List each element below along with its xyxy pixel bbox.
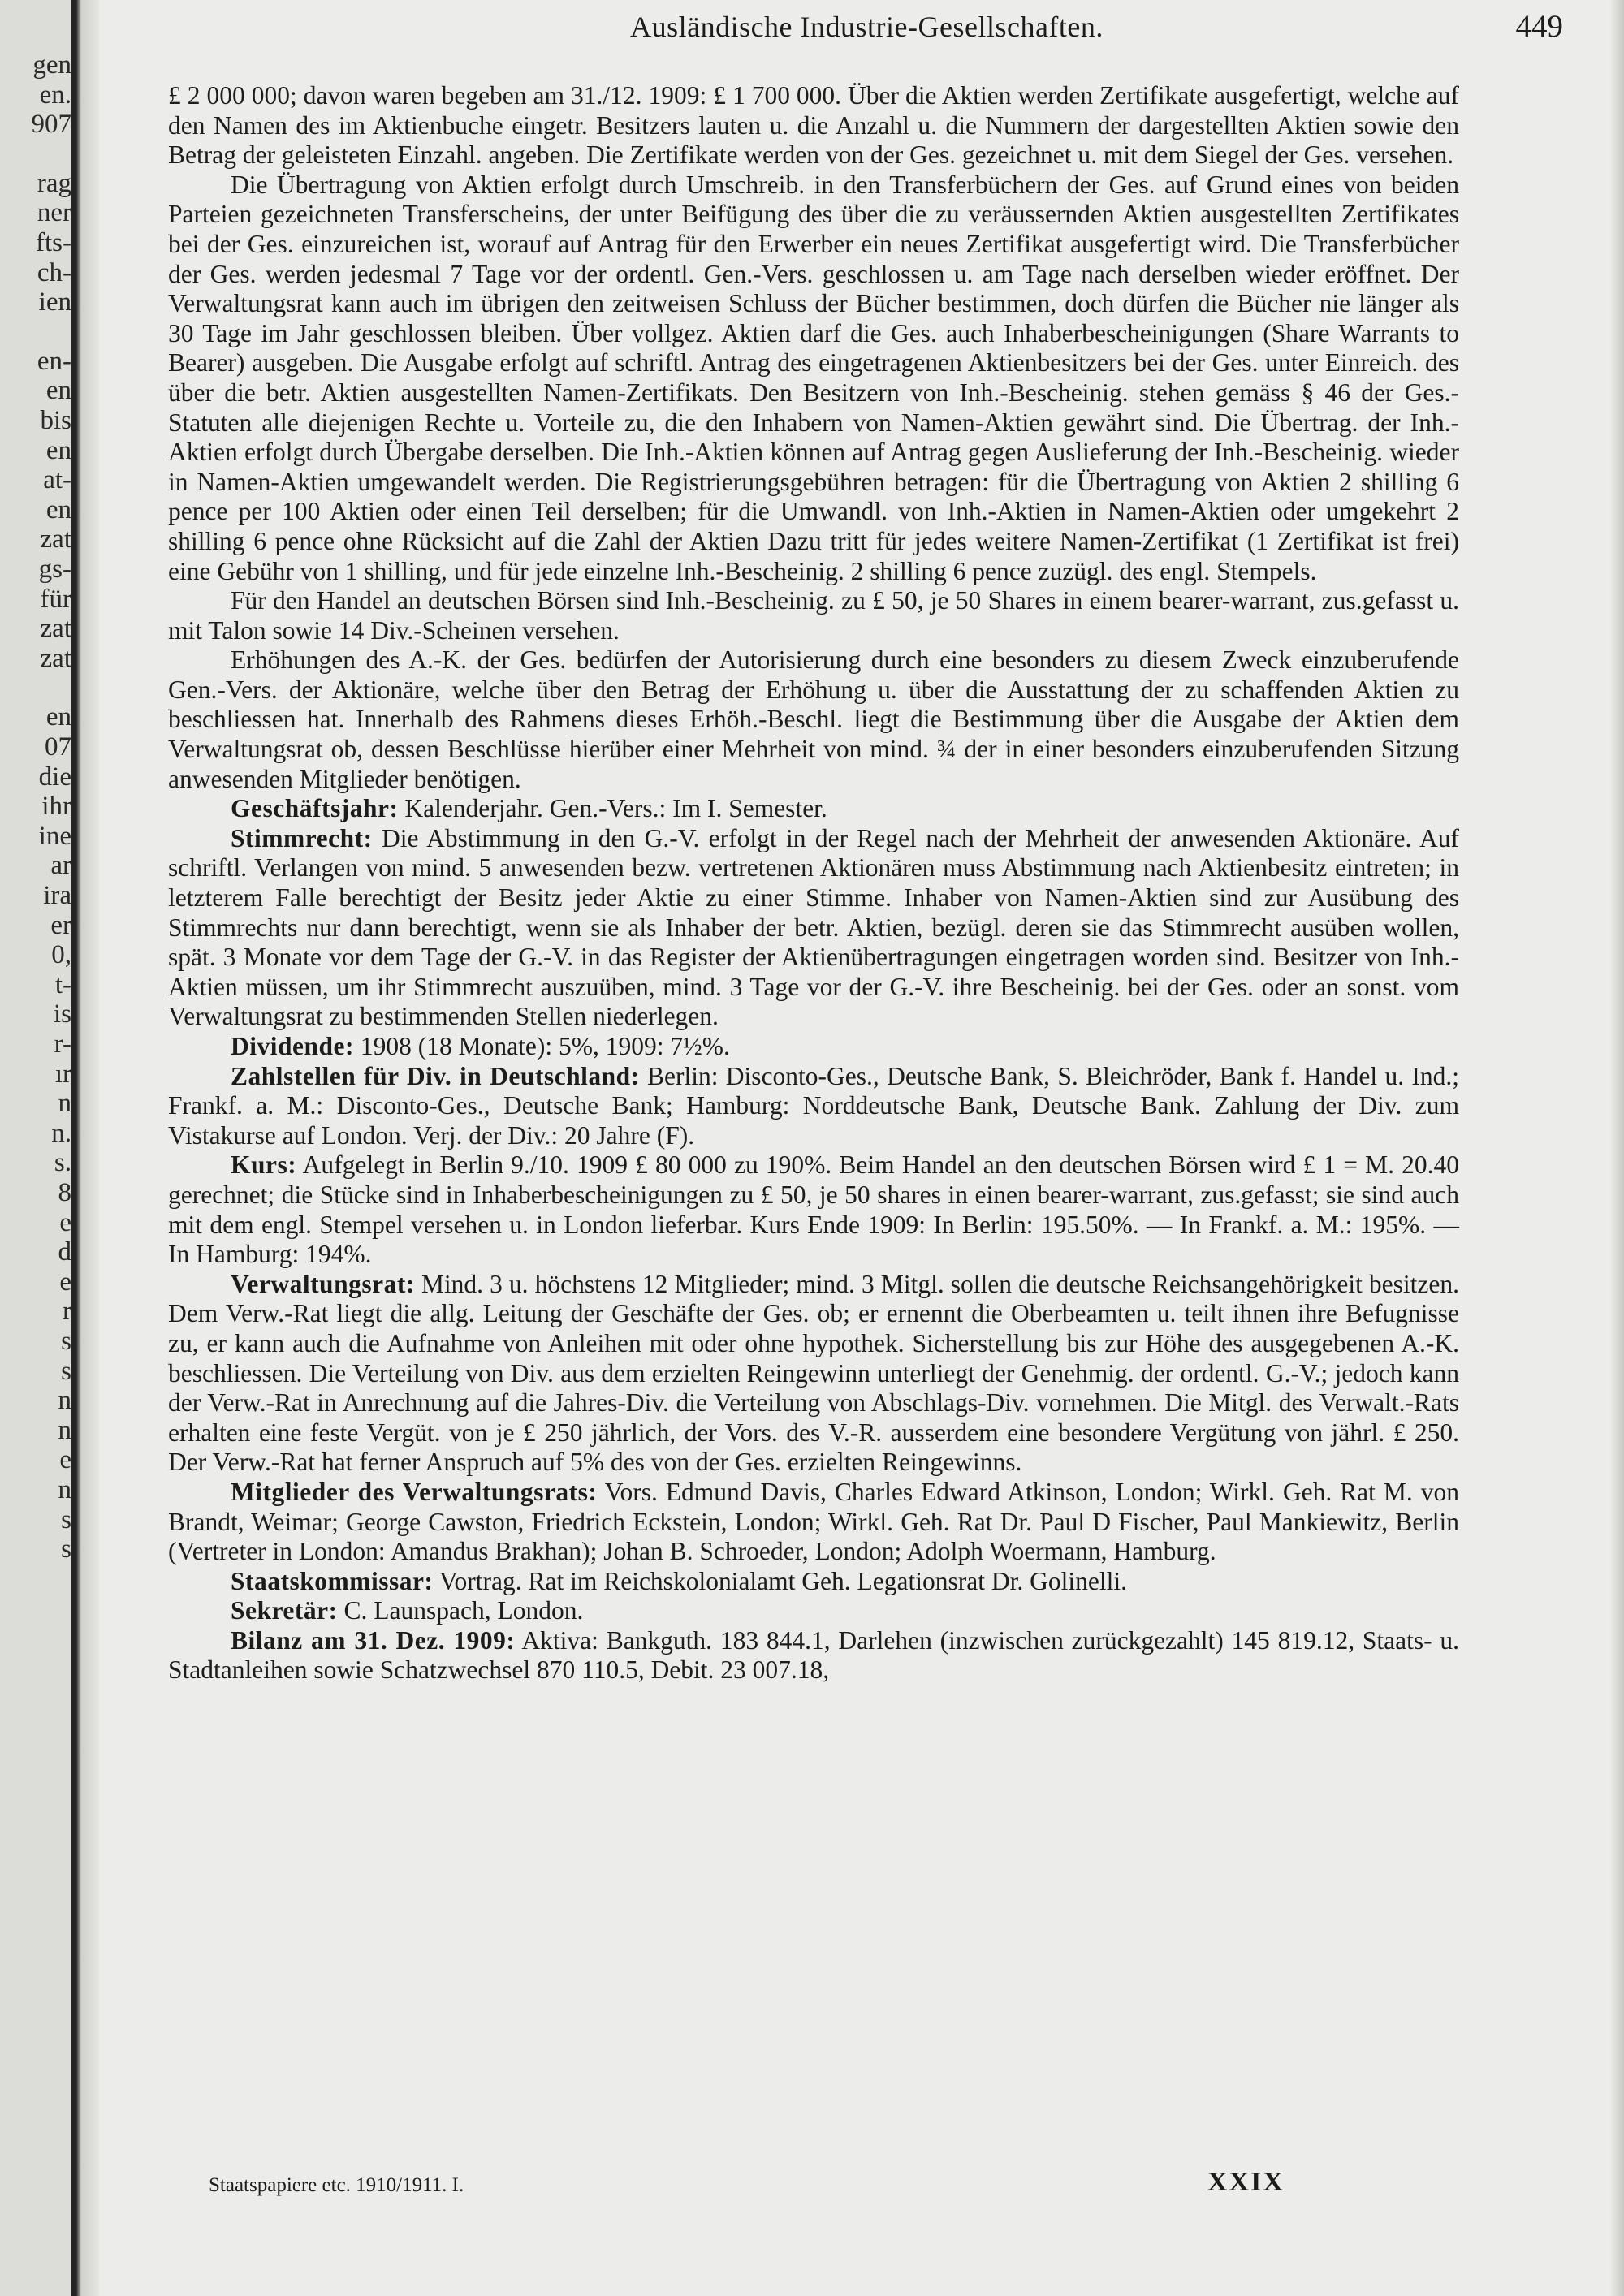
book-gutter bbox=[71, 0, 99, 2296]
paragraph-label: Staatskommissar: bbox=[231, 1566, 434, 1595]
previous-page-fragment: ien bbox=[38, 287, 71, 317]
previous-page-fragment: n bbox=[58, 1386, 71, 1416]
previous-page-fragment: en bbox=[45, 376, 71, 406]
previous-page-edge bbox=[0, 0, 71, 2296]
paragraph-label: Mitglieder des Verwaltungsrats: bbox=[231, 1477, 598, 1506]
paragraph-text: £ 2 000 000; davon waren begeben am 31./12. 1909: £ 1 700 000. Über die Aktien werden Zertifikate ausgefertigt, welche auf den Namen des im Aktienbuche eingetr. Besitzers lauten u. die Anzahl u. die Nummern der dargestellten Aktien sowie den Betrag der geleisteten Einzahl. angeben. Die Zertifikate werden von der Ges. gezeichnet u. mit dem Siegel der Ges. versehen. bbox=[168, 81, 1459, 170]
previous-page-fragment: s. bbox=[54, 1148, 71, 1178]
paragraph-label: Kurs: bbox=[231, 1150, 297, 1180]
previous-page-fragment: r- bbox=[54, 1029, 71, 1059]
previous-page-fragment: en bbox=[45, 494, 71, 524]
paragraph-label: Geschäftsjahr: bbox=[231, 794, 399, 823]
paragraph-text: Vors. Edmund Davis, Charles Edward Atkinson, London; Wirkl. Geh. Rat M. von Brandt, Weimar; George Cawston, Friedrich Eckstein, London; Wirkl. Geh. Rat Dr. Paul D Fischer, Paul Mankiewitz, Berlin (Vertreter in London: Amandus Brakhan); Johan B. Schroeder, London; Adolph Woermann, Hamburg. bbox=[168, 1477, 1460, 1566]
previous-page-fragment: ar bbox=[50, 851, 71, 881]
previous-page-fragment: ira bbox=[43, 881, 71, 910]
previous-page-fragment: n. bbox=[51, 1118, 71, 1148]
paragraph-dividende bbox=[168, 1032, 1459, 1062]
paragraph-text: Mind. 3 u. höchstens 12 Mitglieder; mind. 3 Mitgl. sollen die deutsche Reichsangehörigkeit besitzen. Dem Verw.-Rat liegt die allg. Leitung der Geschäfte der Ges. ob; er ernennt die Oberbeamten u. teilt ihnen ihre Befugnisse zu, er kann auch die Aufnahme von Anleihen mit oder ohne hypothek. Sicherstellung bis zur Höhe des ausgegebenen A.-K. beschliessen. Die Verteilung von Div. aus dem erzielten Reingewinn unterliegt der Genehmig. der ordentl. G.-V.; jedoch kann der Verw.-Rat in Anrechnung auf die Jahres-Div. die Verteilung von Abschlags-Div. vornehmen. Die Mitgl. des Verwalt.-Rats erhalten eine feste Vergüt. von je £ 250 jährlich, der Vors. des V.-R. ausserdem eine besondere Vergütung von jährl. £ 250. Der Verw.-Rat hat ferner Anspruch auf 5% des von der Ges. erzielten Reingewinns. bbox=[168, 1269, 1459, 1477]
body-text bbox=[168, 81, 1459, 1685]
previous-page-fragment: rag bbox=[37, 168, 71, 198]
paragraph-text: Vortrag. Rat im Reichskolonialamt Geh. Legationsrat Dr. Golinelli. bbox=[438, 1566, 1127, 1595]
previous-page-fragment: n bbox=[58, 1089, 71, 1119]
paragraph-text: Kalenderjahr. Gen.-Vers.: Im I. Semester. bbox=[404, 794, 827, 823]
paragraph-text: Die Abstimmung in den G.-V. erfolgt in der Regel nach der Mehrheit der anwesenden Aktionäre. Auf schriftl. Verlangen von mind. 5 anwesenden bezw. vertretenen Aktionären muss Abstimmung nach Aktienbesitz eintreten; in letzterem Falle berechtigt der Besitz jeder Aktie zu einer Stimme. Inhaber von Namen-Aktien sind zur Ausübung des Stimmrechts nur dann berechtigt, wenn sie als Inhaber der betr. Aktien, bezügl. deren sie das Stimmrecht ausüben wollen, spät. 3 Monate vor dem Tage der G.-V. in das Register der Aktienübertragungen eingetragen worden sind. Besitzer von Inh.-Aktien müssen, um ihr Stimmrecht auszuüben, mind. 3 Tage vor der G.-V. ihre Bescheinig. bei der Ges. oder an sonst. vom Verwaltungsrat zu bestimmenden Stellen niederlegen. bbox=[168, 823, 1460, 1031]
paragraph-label: Dividende: bbox=[231, 1032, 355, 1060]
previous-page-fragment: zat bbox=[40, 614, 71, 644]
running-header bbox=[171, 6, 1563, 47]
paragraph-label: Verwaltungsrat: bbox=[231, 1269, 415, 1298]
previous-page-fragment: is bbox=[53, 999, 71, 1029]
paragraph-text: Für den Handel an deutschen Börsen sind Inh.-Bescheinig. zu £ 50, je 50 Shares in einem bearer-warrant, zus.gefasst u. mit Talon sowie 14 Div.-Scheinen versehen. bbox=[168, 586, 1459, 645]
previous-page-fragment: gs- bbox=[38, 555, 71, 584]
previous-page-fragment: 907 bbox=[31, 110, 71, 140]
page-edge-shadow bbox=[1609, 0, 1624, 2296]
previous-page-fragment: en bbox=[45, 435, 71, 465]
paragraph-label: Sekretär: bbox=[231, 1596, 338, 1625]
previous-page-fragment: s bbox=[61, 1356, 71, 1386]
previous-page-fragment: e bbox=[59, 1445, 71, 1475]
paragraph-mitglieder bbox=[168, 1478, 1459, 1567]
previous-page-fragment: t- bbox=[54, 969, 71, 999]
signature-line: Staatspapiere etc. 1910/1911. I. bbox=[209, 2174, 464, 2196]
previous-page-fragment: ine bbox=[38, 821, 71, 851]
paragraph-text: Berlin: Disconto-Ges., Deutsche Bank, S. Bleichröder, Bank f. Handel u. Ind.; Frankf. a. M.: Disconto-Ges., Deutsche Bank; Hamburg: Norddeutsche Bank, Deutsche Bank. Zahlung der Div. zum Vistakurse auf London. Verj. der Div.: 20 Jahre (F). bbox=[168, 1061, 1460, 1150]
paragraph-zahlstellen bbox=[168, 1062, 1459, 1151]
paragraph-text: Erhöhungen des A.-K. der Ges. bedürfen der Autorisierung durch eine besonders zu diesem Zweck einzuberufende Gen.-Vers. der Aktionäre, welche über den Betrag der Erhöhung u. über die Ausstattung der zu schaffenden Aktien zu beschliessen hat. Innerhalb des Rahmens dieses Erhöh.-Beschl. liegt die Bestimmung über die Ausgabe der Aktien dem Verwaltungsrat ob, dessen Beschlüsse hierüber einer Mehrheit von mind. ¾ der in einer besonders einzuberufenden Sitzung anwesenden Mitglieder benötigen. bbox=[168, 645, 1459, 793]
paragraph-1 bbox=[168, 170, 1459, 586]
previous-page-fragment: e bbox=[59, 1267, 71, 1297]
previous-page-fragment: er bbox=[50, 910, 71, 940]
paragraph-verwaltungsrat bbox=[168, 1270, 1459, 1478]
paragraph-text: 1908 (18 Monate): 5%, 1909: 7½%. bbox=[360, 1032, 730, 1060]
paragraph-3 bbox=[168, 645, 1459, 794]
previous-page-fragment: en- bbox=[37, 346, 71, 376]
paragraph-2 bbox=[168, 586, 1459, 645]
previous-page-fragment: r bbox=[63, 1297, 71, 1327]
previous-page-fragment: s bbox=[61, 1534, 71, 1564]
previous-page-fragment: ch- bbox=[37, 257, 71, 287]
previous-page-fragment: en bbox=[45, 702, 71, 732]
previous-page-fragment: zat bbox=[40, 643, 71, 673]
paragraph-text: C. Launspach, London. bbox=[343, 1596, 584, 1625]
previous-page-fragment: ner bbox=[37, 198, 71, 228]
paragraph-staatskommissar bbox=[168, 1567, 1459, 1597]
paragraph-sekretaer bbox=[168, 1596, 1459, 1626]
paragraph-label: Stimmrecht: bbox=[231, 823, 373, 852]
paragraph-bilanz bbox=[168, 1626, 1459, 1685]
paragraph-stimmrecht bbox=[168, 824, 1459, 1032]
previous-page-fragment: zat bbox=[40, 524, 71, 555]
paragraph-0 bbox=[168, 81, 1459, 170]
paragraph-geschaeftsjahr bbox=[168, 794, 1459, 824]
paragraph-label: Bilanz am 31. Dez. 1909: bbox=[231, 1625, 516, 1655]
previous-page-fragment: für bbox=[40, 584, 71, 614]
sheet-number: XXIX bbox=[1207, 2167, 1285, 2197]
paragraph-text: Aktiva: Bankguth. 183 844.1, Darlehen (inzwischen zurückgezahlt) 145 819.12, Staats- u. Stadtanleihen sowie Schatzwechsel 870 110.5, Debit. 23 007.18, bbox=[168, 1625, 1460, 1685]
previous-page-fragment: en. bbox=[39, 80, 71, 110]
previous-page-fragment: s bbox=[61, 1504, 71, 1534]
header-title: Ausländische Industrie-Gesellschaften. bbox=[630, 11, 1104, 43]
previous-page-fragment: 0, bbox=[51, 940, 71, 970]
paragraph-text: Aufgelegt in Berlin 9./10. 1909 £ 80 000 zu 190%. Beim Handel an den deutschen Börsen wird £ 1 = M. 20.40 gerechnet; die Stücke sind in Inhaberbescheinigungen zu £ 50, je 50 shares in einen bearer-warrant, zus.gefasst; sie sind auch mit dem engl. Stempel versehen u. in London lieferbar. Kurs Ende 1909: In Berlin: 195.50%. — In Frankf. a. M.: 195%. — In Hamburg: 194%. bbox=[168, 1150, 1460, 1269]
previous-page-fragment: bis bbox=[40, 406, 71, 435]
previous-page-fragment: n bbox=[58, 1475, 71, 1504]
previous-page-fragment: e bbox=[59, 1207, 71, 1237]
previous-page-fragment: 8 bbox=[58, 1178, 71, 1207]
paragraph-label: Zahlstellen für Div. in Deutschland: bbox=[231, 1061, 640, 1090]
previous-page-fragment: at- bbox=[43, 465, 71, 495]
page bbox=[99, 0, 1624, 2296]
paragraph-kurs bbox=[168, 1150, 1459, 1269]
previous-page-fragment: ır bbox=[54, 1059, 71, 1089]
previous-page-fragment: ihr bbox=[41, 792, 71, 822]
previous-page-fragment: gen bbox=[32, 50, 71, 80]
previous-page-fragment: fts- bbox=[36, 228, 71, 257]
previous-page-fragment: s bbox=[61, 1327, 71, 1356]
page-number: 449 bbox=[1515, 9, 1563, 44]
previous-page-fragment: d bbox=[58, 1237, 71, 1267]
previous-page-fragment: 07 bbox=[45, 732, 71, 762]
previous-page-fragment: die bbox=[38, 762, 71, 792]
paragraph-text: Die Übertragung von Aktien erfolgt durch Umschreib. in den Transferbüchern der Ges. auf Grund eines von beiden Parteien gezeichneten Transferscheins, der unter Beifügung des über die zu veräussernden Aktien ausgestellten Zertifikates bei der Ges. einzureichen ist, worauf auf Antrag für den Erwerber ein neues Zertifikat ausgefertigt wird. Die Transferbücher der Ges. werden jedesmal 7 Tage vor der ordentl. Gen.-Vers. geschlossen u. am Tage nach derselben wieder eröffnet. Der Verwaltungsrat kann auch im übrigen den zeitweisen Schluss der Bücher bestimmen, doch dürfen die Bücher nie länger als 30 Tage im Jahr geschlossen bleiben. Über vollgez. Aktien darf die Ges. auch Inhaberbescheinigungen (Share Warrants to Bearer) ausgeben. Die Ausgabe erfolgt auf schriftl. Antrag des eingetragenen Aktienbesitzers bei der Ges. unter Einreich. des über die betr. Aktien ausgestellten Namen-Zertifikats. Den Besitzern von Inh.-Bescheinig. stehen gemäss § 46 der Ges.-Statuten alle diejenigen Rechte u. Vorteile zu, die den Inhabern von Namen-Aktien gewährt sind. Die Übertrag. der Inh.-Aktien erfolgt durch Übergabe derselben. Die Inh.-Aktien können auf Antrag gegen Auslieferung der Inh.-Bescheinig. wieder in Namen-Aktien umgewandelt werden. Die Registrierungsgebühren betragen: für die Übertragung von Aktien 2 shilling 6 pence per 100 Aktien oder einen Teil derselben; für die Umwandl. von Inh.-Aktien in Namen-Aktien oder umgekehrt 2 shilling 6 pence ohne Rücksicht auf die Zahl der Aktien Dazu tritt für jedes weitere Namen-Zertifikat (1 Zertifikat ist frei) eine Gebühr von 1 shilling, und für jede einzelne Inh.-Bescheinig. 2 shilling 6 pence zuzügl. des engl. Stempels. bbox=[168, 170, 1459, 585]
previous-page-fragment: n bbox=[58, 1415, 71, 1445]
